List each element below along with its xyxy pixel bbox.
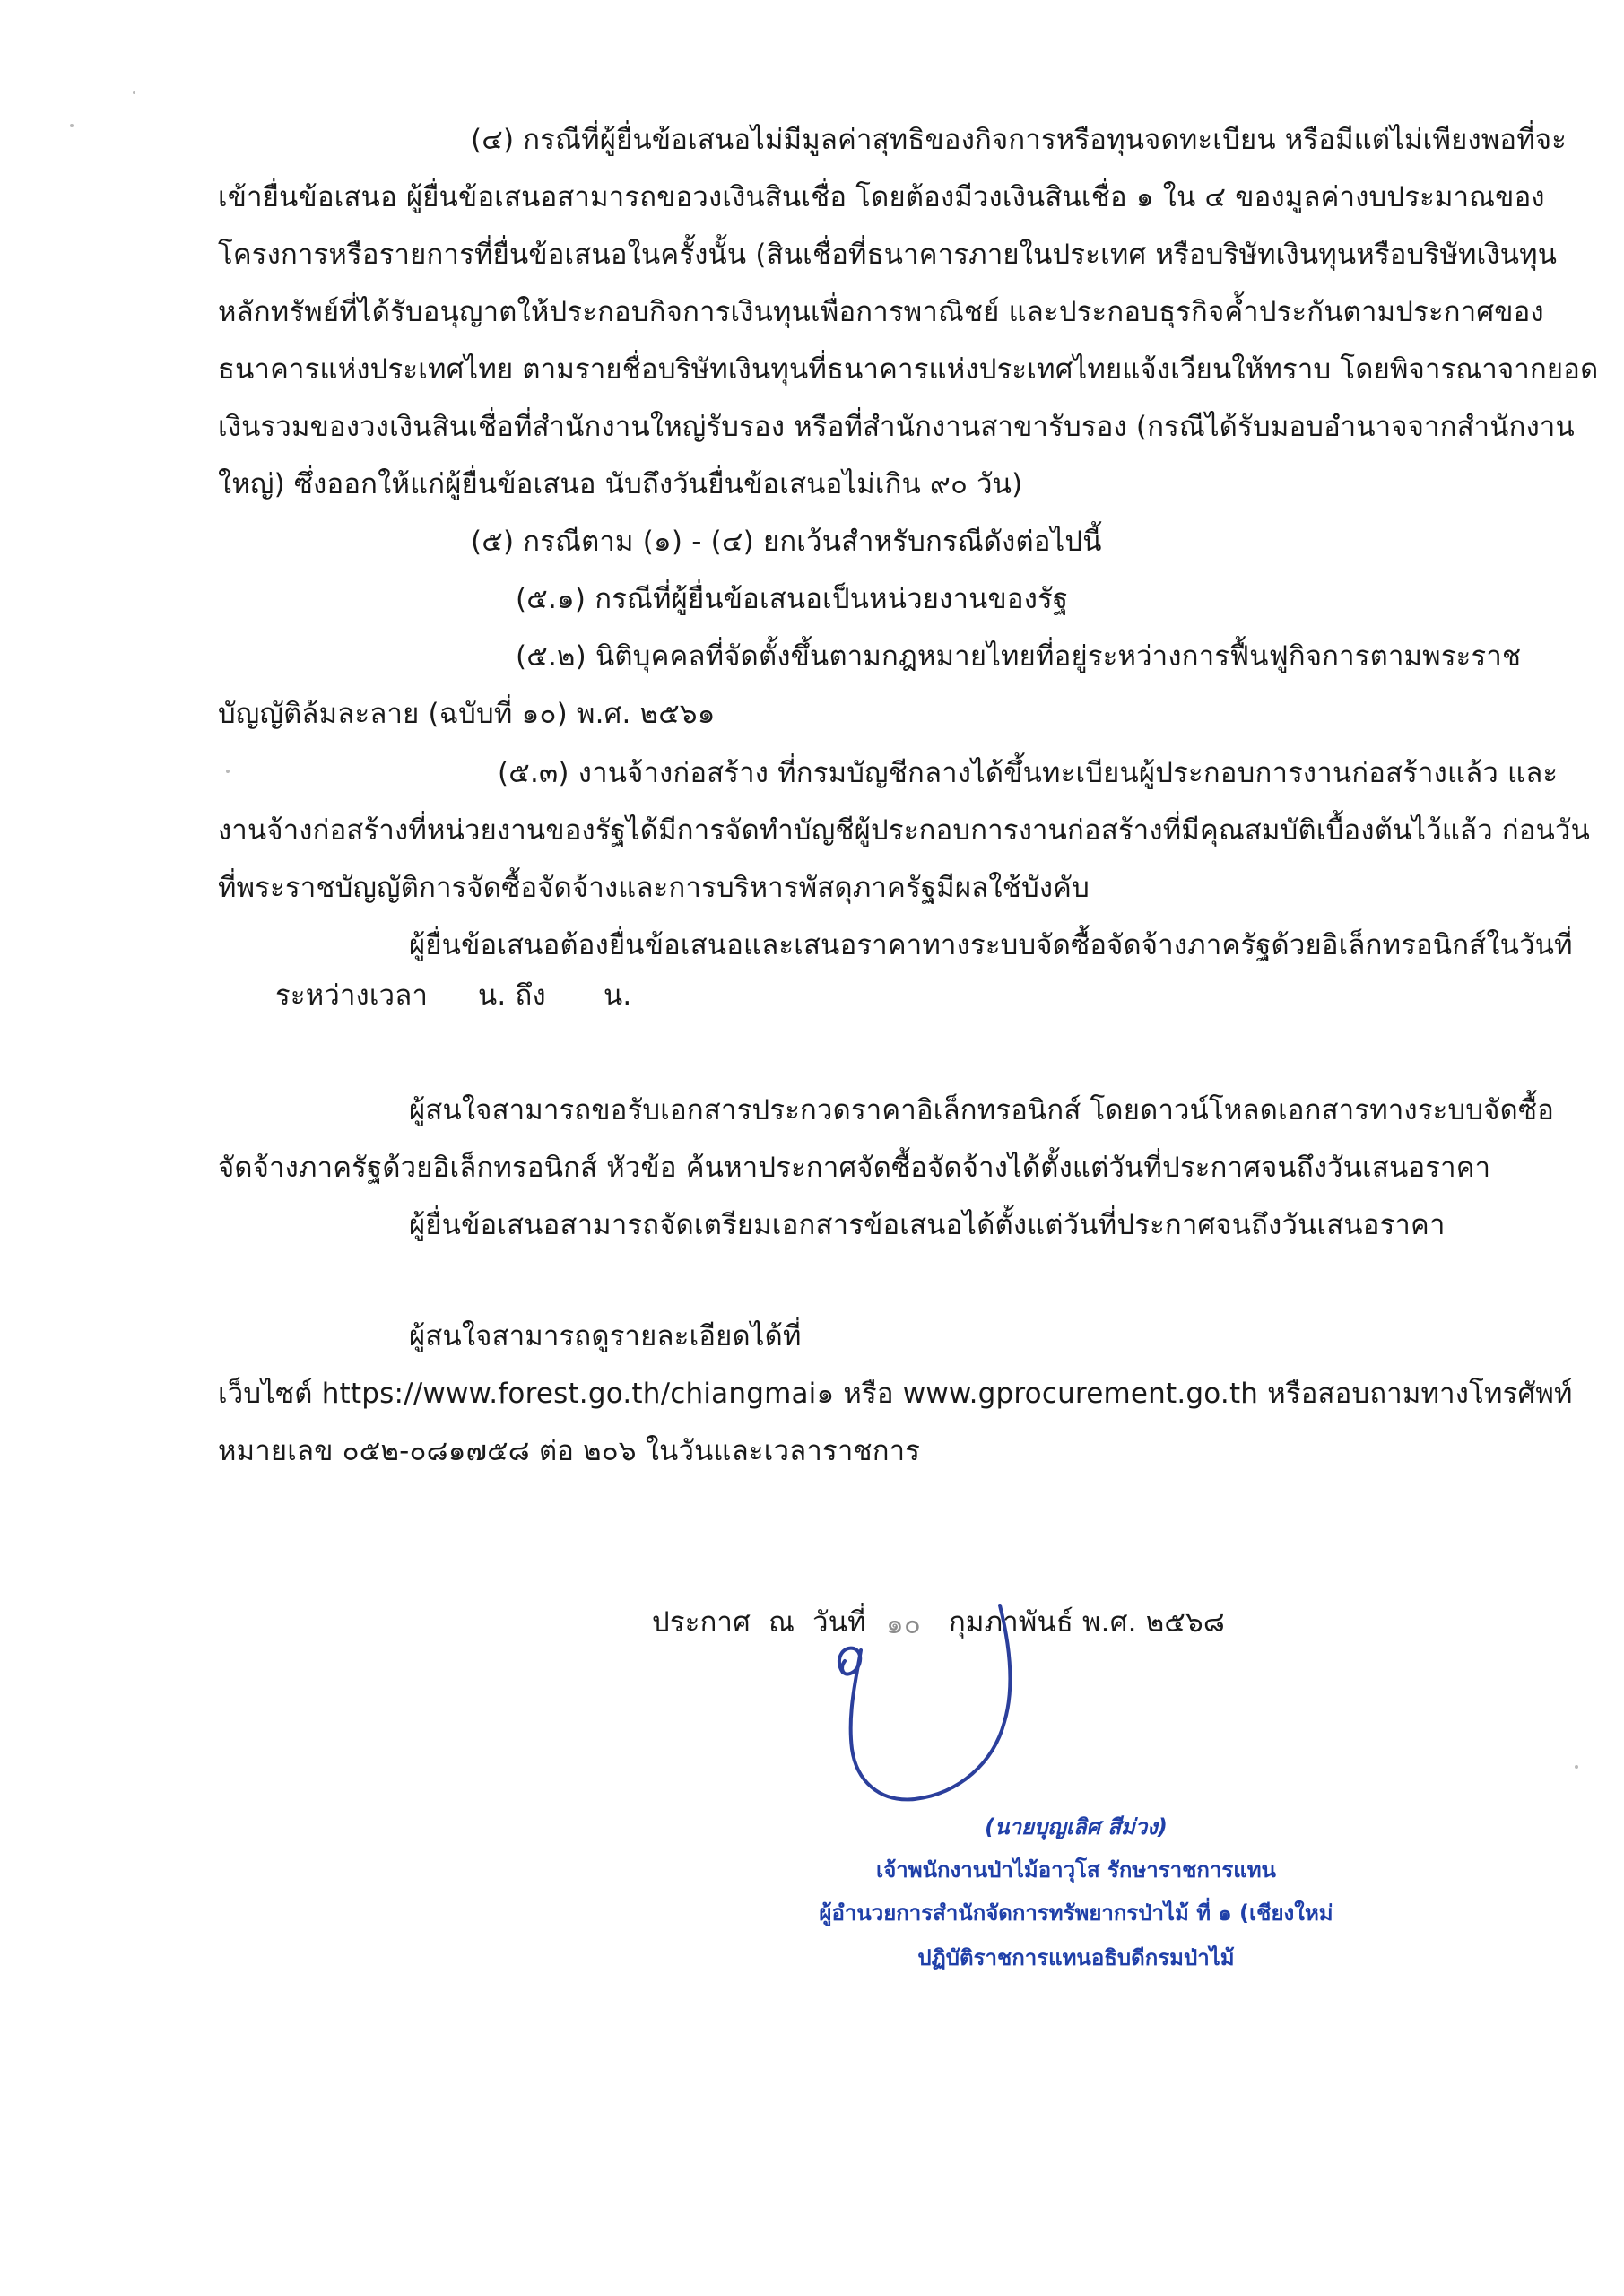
signatory-name: (นายบุญเลิศ สีม่วง) <box>985 1814 1168 1839</box>
paragraph-5: (๕) กรณีตาม (๑) - (๔) ยกเว้นสำหรับกรณีดังต่อไปนี้ <box>471 526 1102 558</box>
announce-month-year: กุมภาพันธ์ พ.ศ. ๒๕๖๘ <box>949 1606 1226 1639</box>
time-to-unit: น. <box>604 979 632 1012</box>
prepare-line: ผู้ยื่นข้อเสนอสามารถจัดเตรียมเอกสารข้อเสนอได้ตั้งแต่วันที่ประกาศจนถึงวันเสนอราคา <box>409 1209 1446 1241</box>
paragraph-4-line-7: ใหญ่) ซึ่งออกให้แก่ผู้ยื่นข้อเสนอ นับถึงวันยื่นข้อเสนอไม่เกิน ๙๐ วัน) <box>218 468 1023 500</box>
scan-speck <box>226 770 230 773</box>
scan-speck <box>133 91 135 94</box>
signatory-title-2: ผู้อำนวยการสำนักจัดการทรัพยากรป่าไม้ ที่ ๑ (เชียงใหม่ <box>819 1900 1333 1926</box>
paragraph-4-line-2: เข้ายื่นข้อเสนอ ผู้ยื่นข้อเสนอสามารถขอวงเงินสินเชื่อ โดยต้องมีวงเงินสินเชื่อ ๑ ใน ๔ ของมูลค่างบประมาณของ <box>218 181 1545 213</box>
paragraph-4-line-5: ธนาคารแห่งประเทศไทย ตามรายชื่อบริษัทเงินทุนที่ธนาคารแห่งประเทศไทยแจ้งเวียนให้ทราบ โดยพิจารณาจากยอด <box>218 353 1599 386</box>
paragraph-4-line-3: โครงการหรือรายการที่ยื่นข้อเสนอในครั้งนั้น (สินเชื่อที่ธนาคารภายในประเทศ หรือบริษัทเงินทุนหรือบริษัทเงินทุน <box>218 239 1558 271</box>
signatory-title-3: ปฏิบัติราชการแทนอธิบดีกรมป่าไม้ <box>917 1945 1235 1970</box>
scan-speck <box>70 124 74 127</box>
paragraph-5-2-line-2: บัญญัติล้มละลาย (ฉบับที่ ๑๐) พ.ศ. ๒๕๖๑ <box>218 698 716 730</box>
handwritten-signature <box>807 1587 1112 1839</box>
paragraph-4-line-1: (๔) กรณีที่ผู้ยื่นข้อเสนอไม่มีมูลค่าสุทธิของกิจการหรือทุนจดทะเบียน หรือมีแต่ไม่เพียงพอที่จะ <box>471 124 1568 156</box>
paragraph-5-3-line-2: งานจ้างก่อสร้างที่หน่วยงานของรัฐได้มีการจัดทำบัญชีผู้ประกอบการงานก่อสร้างที่มีคุณสมบัติเบื้องต้นไว้แล้ว ก่อนวัน <box>218 814 1591 847</box>
details-intro: ผู้สนใจสามารถดูรายละเอียดได้ที่ <box>409 1320 802 1352</box>
contact-line-2: หมายเลข ๐๕๒-๐๘๑๗๕๘ ต่อ ๒๐๖ ในวันและเวลาราชการ <box>218 1435 921 1467</box>
paragraph-5-2-line-1: (๕.๒) นิติบุคคลที่จัดตั้งขึ้นตามกฎหมายไทยที่อยู่ระหว่างการฟื้นฟูกิจการตามพระราช <box>516 640 1522 673</box>
announce-day: ๑๐ <box>886 1608 921 1640</box>
submission-line: ผู้ยื่นข้อเสนอต้องยื่นข้อเสนอและเสนอราคาทางระบบจัดซื้อจัดจ้างภาครัฐด้วยอิเล็กทรอนิกส์ในวันที่ <box>409 929 1573 961</box>
download-line-2: จัดจ้างภาครัฐด้วยอิเล็กทรอนิกส์ หัวข้อ ค้นหาประกาศจัดซื้อจัดจ้างได้ตั้งแต่วันที่ประกาศจนถึงวันเสนอราคา <box>218 1152 1491 1184</box>
time-label: ระหว่างเวลา <box>275 979 429 1012</box>
paragraph-5-1: (๕.๑) กรณีที่ผู้ยื่นข้อเสนอเป็นหน่วยงานของรัฐ <box>516 583 1069 615</box>
scan-speck <box>1575 1765 1578 1769</box>
paragraph-5-3-line-3: ที่พระราชบัญญัติการจัดซื้อจัดจ้างและการบริหารพัสดุภาครัฐมีผลใช้บังคับ <box>218 872 1090 904</box>
download-line-1: ผู้สนใจสามารถขอรับเอกสารประกวดราคาอิเล็กทรอนิกส์ โดยดาวน์โหลดเอกสารทางระบบจัดซื้อ <box>409 1094 1555 1126</box>
time-from-unit: น. ถึง <box>478 979 546 1012</box>
announce-prefix: ประกาศ ณ วันที่ <box>652 1606 866 1639</box>
contact-line-1: เว็บไซต์ https://www.forest.go.th/chiangmai๑ หรือ www.gprocurement.go.th หรือสอบถามทางโทรศัพท์ <box>218 1378 1573 1410</box>
paragraph-4-line-6: เงินรวมของวงเงินสินเชื่อที่สำนักงานใหญ่รับรอง หรือที่สำนักงานสาขารับรอง (กรณีได้รับมอบอำนาจจากสำนักงาน <box>218 411 1575 443</box>
signatory-title-1: เจ้าพนักงานป่าไม้อาวุโส รักษาราชการแทน <box>876 1857 1276 1883</box>
paragraph-5-3-line-1: (๕.๓) งานจ้างก่อสร้าง ที่กรมบัญชีกลางได้ขึ้นทะเบียนผู้ประกอบการงานก่อสร้างแล้ว และ <box>498 757 1559 789</box>
paragraph-4-line-4: หลักทรัพย์ที่ได้รับอนุญาตให้ประกอบกิจการเงินทุนเพื่อการพาณิชย์ และประกอบธุรกิจค้ำประกันตามประกาศของ <box>218 296 1544 328</box>
